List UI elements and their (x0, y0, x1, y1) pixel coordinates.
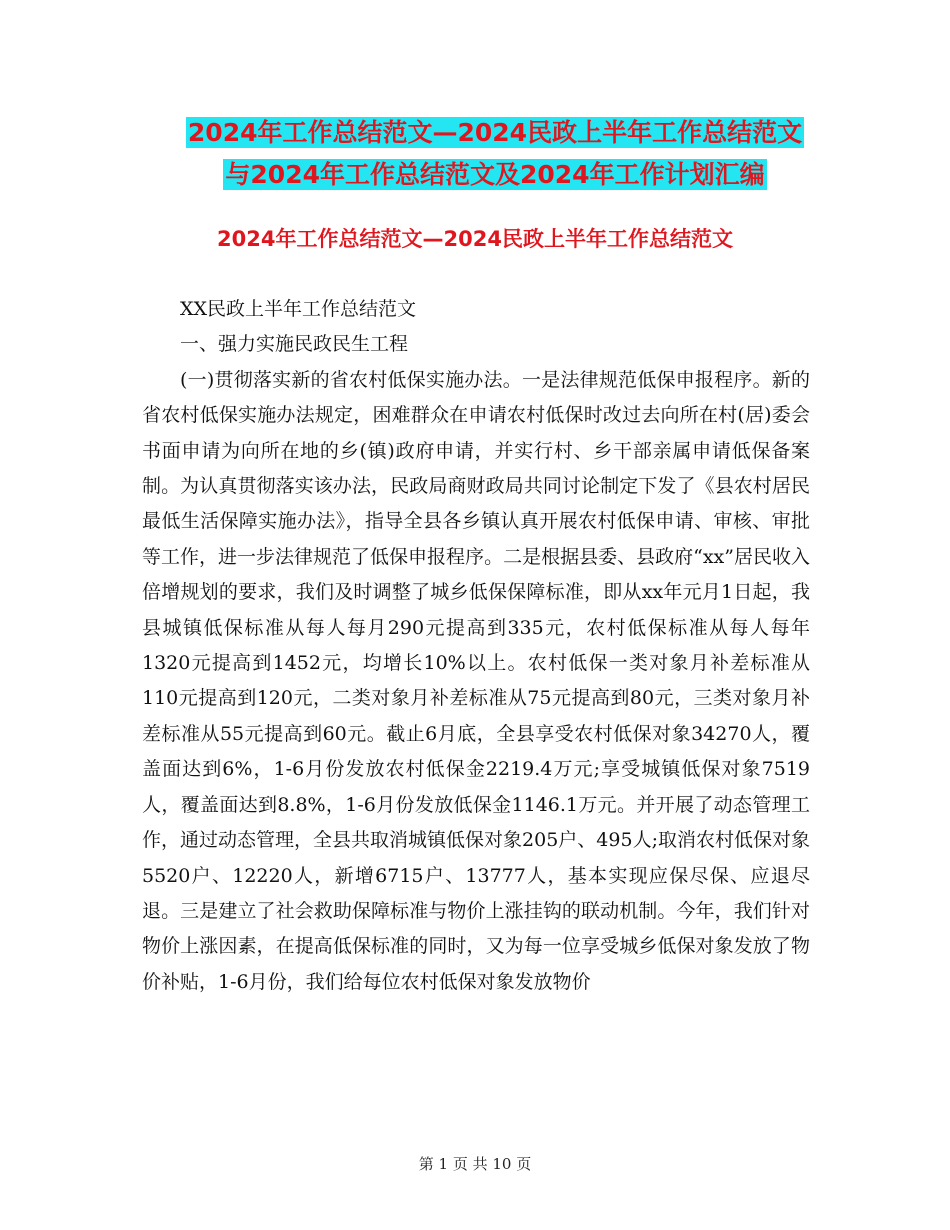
document-title-line-2: 与2024年工作总结范文及2024年工作计划汇编 (225, 160, 765, 189)
body-paragraph: XX民政上半年工作总结范文 (180, 298, 417, 320)
document-body (142, 292, 810, 1000)
section-title: 2024年工作总结范文—2024民政上半年工作总结范文 (217, 227, 733, 251)
document-title (145, 112, 845, 196)
body-paragraph: (一)贯彻落实新的省农村低保实施办法。一是法律规范低保申报程序。新的省农村低保实施办法规定，困难群众在申请农村低保时改过去向所在村(居)委会书面申请为向所在地的乡(镇)政府申请，并实行村、乡干部亲属申请低保备案制。为认真贯彻落实该办法，民政局商财政局共同讨论制定下发了《县农村居民最低生活保障实施办法》，指导全县各乡镇认真开展农村低保申请、审核、审批等工作，进一步法律规范了低保申报程序。二是根据县委、县政府“xx”居民收入倍增规划的要求，我们及时调整了城乡低保保障标准，即从xx年元月1日起，我县城镇低保标准从每人每月290元提高到335元，农村低保标准从每人每年1320元提高到1452元，均增长10%以上。农村低保一类对象月补差标准从110元提高到120元，二类对象月补差标准从75元提高到80元，三类对象月补差标准从55元提高到60元。截止6月底，全县享受农村低保对象34270人，覆盖面达到6%，1-6月份发放农村低保金2219.4万元;享受城镇低保对象7519人，覆盖面达到8.8%，1-6月份发放低保金1146.1万元。并开展了动态管理工作，通过动态管理，全县共取消城镇低保对象205户、495人;取消农村低保对象5520户、12220人，新增6715户、13777人，基本实现应保尽保、应退尽退。三是建立了社会救助保障标准与物价上涨挂钩的联动机制。今年，我们针对物价上涨因素，在提高低保标准的同时，又为每一位享受城乡低保对象发放了物价补贴，1-6月份，我们给每位农村低保对象发放物价 (142, 368, 810, 993)
body-paragraph: 一、强力实施民政民生工程 (180, 333, 409, 356)
document-title-line-1: 2024年工作总结范文—2024民政上半年工作总结范文 (187, 118, 803, 147)
page-footer: 第 1 页 共 10 页 (418, 1155, 532, 1173)
